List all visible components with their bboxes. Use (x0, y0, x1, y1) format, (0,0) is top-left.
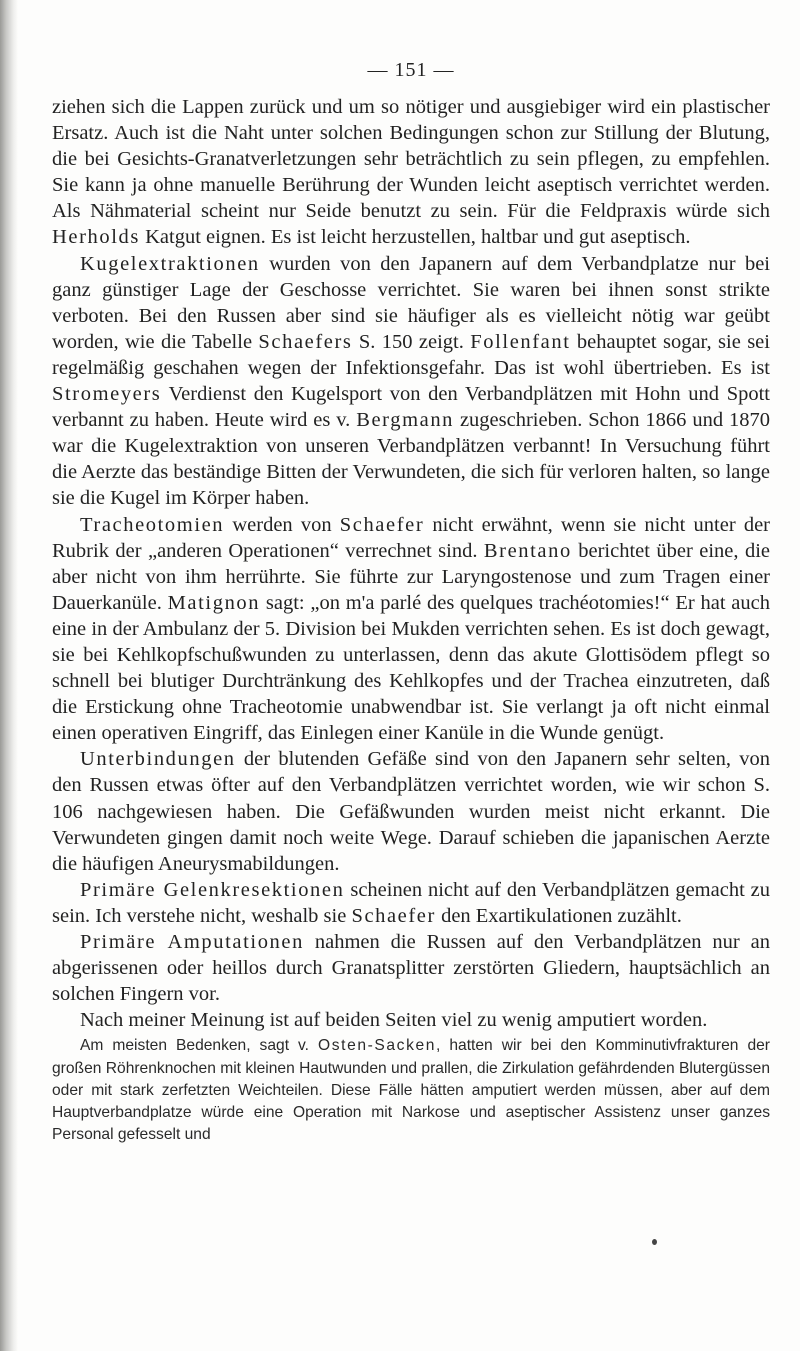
spaced-name: Schaefer (339, 513, 425, 536)
text-run: ziehen sich die Lappen zurück und um so nötiger und ausgiebiger wird ein plastischer Ersatz. Auch ist die Naht unter solchen Bedingungen schon zur Stillung der Blutung, die bei Gesichts-Granatverletzungen sehr beträchtlich zu sein pflegen, zu empfehlen. Sie kann ja ohne manuelle Berührung der Wunden leicht aseptisch verrichtet werden. Als Nähmaterial scheint nur Seide benutzt zu sein. Für die Feldpraxis würde sich (52, 96, 770, 223)
spaced-name: Follenfant (470, 330, 571, 353)
text-run: werden von (224, 513, 340, 536)
spaced-name: Schaefers (258, 330, 353, 353)
spaced-name: Osten-Sacken (318, 1037, 437, 1055)
spaced-name: Herholds (52, 226, 140, 249)
text-run: berichtet über eine, die aber nicht von ihm herrührte. Sie führte zur Laryngostenose und zum Tragen einer Dauerkanüle. (52, 539, 770, 614)
body-text (52, 94, 770, 1033)
ink-speck (652, 1239, 657, 1245)
text-run: scheinen nicht auf den Verbandplätzen gemacht zu sein. Ich verstehe nicht, weshalb sie (52, 878, 770, 927)
book-page (52, 58, 770, 1146)
text-run: Am meisten Bedenken, sagt v. (80, 1037, 319, 1055)
paragraph (52, 251, 770, 512)
spaced-name: Schaefer (351, 904, 436, 927)
spaced-name: Brentano (483, 539, 572, 562)
text-run: zugeschrieben. Schon 1866 und 1870 war die Kugelextraktion von unseren Verbandplätzen verbannt! In Versuchung führt die Aerzte das beständige Bitten der Verwundeten, die sich für verloren halten, so lange sie die Kugel im Körper haben. (52, 409, 770, 510)
footnote (52, 1035, 770, 1146)
paragraph (52, 877, 770, 929)
text-run: nicht erwähnt, wenn sie nicht unter der Rubrik der „anderen Operationen“ verrechnet sind. (52, 513, 770, 562)
text-run: Nach meiner Meinung ist auf beiden Seiten viel zu wenig amputiert worden. (80, 1009, 708, 1032)
spaced-name: Primäre Amputationen (80, 931, 304, 953)
spaced-name: Bergmann (356, 409, 455, 432)
spaced-name: Matignon (167, 591, 261, 614)
paragraph (52, 929, 770, 1007)
text-run: nahmen die Russen auf den Verbandplätzen nur an abgerissenen oder heillos durch Granatsplitter zerstörten Gliedern, hauptsächlich an solchen Fingern vor. (52, 931, 770, 1006)
text-run: , hatten wir bei den Komminutivfrakturen der großen Röhrenknochen mit kleinen Hautwunden und prallen, die Zirkulation gefährdenden Blutergüssen oder mit stark zerfetzten Weichteilen. Diese Fälle hätten amputiert werden müssen, aber auf dem Hauptverbandplatze würde eine Operation mit Narkose und aseptischer Assistenz unser ganzes Personal gefesselt und (52, 1037, 770, 1144)
paragraph (52, 512, 770, 747)
spaced-name: Primäre Gelenkresektionen (80, 878, 345, 901)
spaced-name: Tracheotomien (80, 513, 225, 536)
text-run: S. 150 zeigt. (352, 330, 471, 353)
text-run: der blutenden Gefäße sind von den Japanern sehr selten, von den Russen etwas öfter auf den Verbandplätzen verrichtet worden, wie wir schon S. 106 nachgewiesen haben. Die Gefäßwunden wurden meist nicht erkannt. Die Verwundeten gingen damit noch weite Wege. Darauf schieben die japanischen Aerzte die häufigen Aneurysmabildungen. (52, 748, 770, 875)
paragraph (52, 746, 770, 876)
text-run: behauptet sogar, sie sei regelmäßig geschahen wegen der Infektionsgefahr. Das ist wohl übertrieben. Es ist (52, 330, 770, 379)
text-run: den Exartikulationen zuzählt. (435, 904, 682, 927)
text-run: Verdienst den Kugelsport von den Verbandplätzen mit Hohn und Spott verbannt zu haben. Heute wird es v. (52, 383, 770, 432)
text-run: sagt: „on m'a parlé des quelques trachéotomies!“ Er hat auch eine in der Ambulanz der 5. Division bei Mukden verrichten sehen. Es ist doch gewagt, sie bei Kehlkopfschußwunden zu unterlassen, denn das akute Glottisödem pflegt so schnell bei blutiger Durchtränkung des Kehlkopfes und der Trachea einzutreten, daß die Erstickung ohne Tracheotomie unabwendbar ist. Sie verlangt ja oft nicht einmal einen operativen Eingriff, das Einlegen einer Kanüle in die Wunde genügt. (52, 591, 770, 745)
scan-shadow-edge (0, 0, 18, 1351)
spaced-name: Stromeyers (52, 383, 162, 406)
paragraph (52, 1007, 770, 1033)
spaced-name: Kugelextraktionen (80, 252, 260, 275)
page-number: — 151 — (367, 59, 455, 81)
paragraph (52, 94, 770, 251)
spaced-name: Unterbindungen (80, 748, 236, 771)
text-run: wurden von den Japanern auf dem Verbandplatze nur bei ganz günstiger Lage der Geschosse verrichtet. Sie waren bei ihnen sonst strikte verboten. Bei den Russen aber sind sie häufiger als es vielleicht nötig war geübt worden, wie die Tabelle (52, 252, 770, 353)
text-run: Katgut eignen. Es ist leicht herzustellen, haltbar und gut aseptisch. (139, 226, 691, 249)
